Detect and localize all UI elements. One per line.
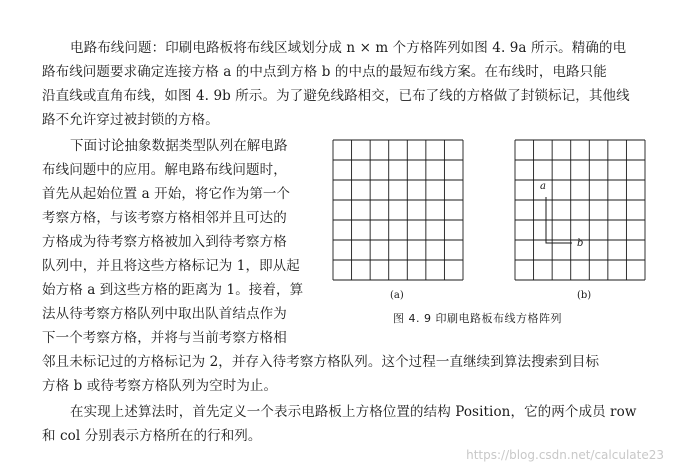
para2-line9: 下一个考察方格，并将与当前考察方格相 xyxy=(42,330,287,346)
watermark: https://blog.csdn.net/calculate23 xyxy=(466,448,664,462)
para1-line1: 电路布线问题：印刷电路板将布线区域划分成 n × m 个方格阵列如图 4. 9a 所示。精确的电 xyxy=(70,40,627,56)
para2-line6: 队列中，并且将这些方格标记为 1，即从起 xyxy=(42,258,300,274)
subfigure-a-label: (a) xyxy=(390,290,404,301)
para3-line2: 和 col 分别表示方格所在的行和列。 xyxy=(42,428,262,444)
para3-line1: 在实现上述算法时，首先定义一个表示电路板上方格位置的结构 Position，它的两个成员 row xyxy=(70,404,637,420)
point-a-label: a xyxy=(540,181,546,192)
para2-line3: 首先从起始位置 a 开始，将它作为第一个 xyxy=(42,186,291,202)
point-b-label: b xyxy=(577,238,584,249)
grid-a xyxy=(333,140,463,280)
para1-line4: 路不允许穿过被封锁的方格。 xyxy=(42,112,219,128)
para2-line8: 法从待考察方格队列中取出队首结点作为 xyxy=(42,306,287,322)
subfigure-b-label: (b) xyxy=(577,290,592,301)
para2-line4: 考察方格，与该考察方格相邻并且可达的 xyxy=(42,210,287,226)
para2-line1: 下面讨论抽象数据类型队列在解电路 xyxy=(70,138,288,154)
para2-line5: 方格成为待考察方格被加入到待考察方格 xyxy=(42,234,287,250)
para1-line3: 沿直线或直角布线，如图 4. 9b 所示。为了避免线路相交，已布了线的方格做了封锁标记，其他线 xyxy=(42,88,630,104)
para2-line2: 布线问题中的应用。解电路布线问题时， xyxy=(42,162,287,178)
para2-line7: 始方格 a 到这些方格的距离为 1。接着，算 xyxy=(42,282,304,298)
para1-line2: 路布线问题要求确定连接方格 a 的中点到方格 b 的中点的最短布线方案。在布线时，电路只能 xyxy=(42,64,607,80)
para2-line10: 邻且未标记过的方格标记为 2，并存入待考察方格队列。这个过程一直继续到算法搜索到目标 xyxy=(42,354,600,370)
figure-caption: 图 4. 9 印刷电路板布线方格阵列 xyxy=(393,312,562,325)
grid-b xyxy=(515,140,645,280)
para2-line11: 方格 b 或待考察方格队列为空时为止。 xyxy=(42,378,278,394)
